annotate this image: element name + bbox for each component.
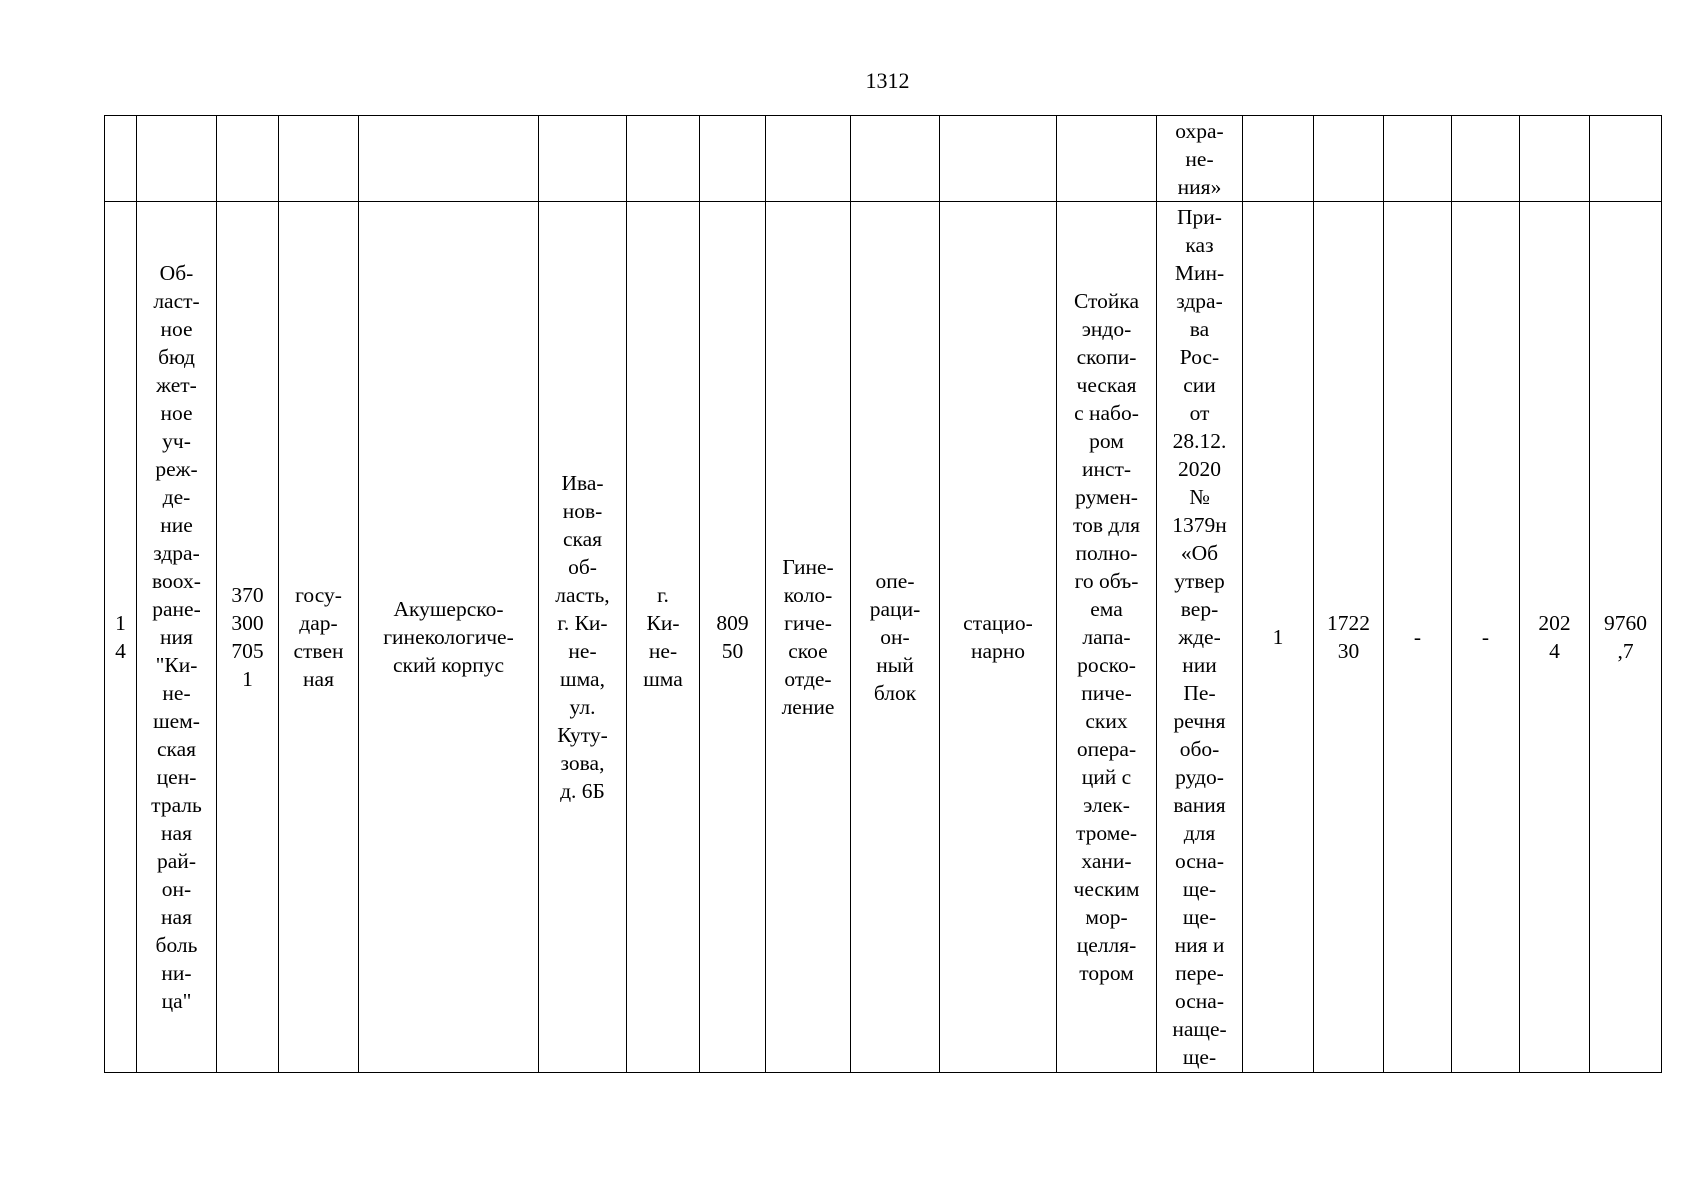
cell-code: 370 300 705 1 xyxy=(217,202,279,1073)
cell-empty xyxy=(105,116,137,202)
cell-quantity: 1 xyxy=(1243,202,1314,1073)
cell-legal-basis-tail xyxy=(1157,116,1243,202)
cell-empty xyxy=(1590,116,1662,202)
cell-empty xyxy=(137,116,217,202)
cell-empty xyxy=(1314,116,1384,202)
cell-department: Гине- коло- гиче- ское отде- ление xyxy=(766,202,851,1073)
cell-unit: опе- раци- он- ный блок xyxy=(851,202,940,1073)
cell-address: Ива- нов- ская об- ласть, г. Ки- не- шма, ул. Куту- зова, д. 6Б xyxy=(539,202,627,1073)
legal-basis-tail-text: охра- не- ния» xyxy=(1175,118,1224,199)
cell-empty xyxy=(851,116,940,202)
cell-empty xyxy=(940,116,1057,202)
cell-empty xyxy=(1057,116,1157,202)
cell-empty xyxy=(1520,116,1590,202)
cell-empty xyxy=(539,116,627,202)
cell-care-form: стацио- нарно xyxy=(940,202,1057,1073)
cell-empty xyxy=(700,116,766,202)
cell-dash: - xyxy=(1452,202,1520,1073)
cell-empty xyxy=(1452,116,1520,202)
cell-empty xyxy=(217,116,279,202)
cell-organization: Об- ласт- ное бюд жет- ное уч- реж- де- ние здра- воох- ране- ния "Ки- не- шем- ская цен- траль ная рай- он- ная боль ни- ца" xyxy=(137,202,217,1073)
equipment-table xyxy=(104,115,1662,1073)
page-number: 1312 xyxy=(865,68,910,93)
cell-empty xyxy=(1384,116,1452,202)
cell-empty xyxy=(627,116,700,202)
cell-price: 1722 30 xyxy=(1314,202,1384,1073)
table-row xyxy=(105,202,1662,1073)
cell-empty xyxy=(1243,116,1314,202)
cell-sum: 9760 ,7 xyxy=(1590,202,1662,1073)
cell-number: 1 4 xyxy=(105,202,137,1073)
cell-year: 202 4 xyxy=(1520,202,1590,1073)
cell-empty xyxy=(359,116,539,202)
continuation-row xyxy=(105,116,1662,202)
cell-empty xyxy=(279,116,359,202)
cell-population: 809 50 xyxy=(700,202,766,1073)
cell-dash: - xyxy=(1384,202,1452,1073)
cell-legal-basis: При- каз Мин- здра- ва Рос- сии от 28.12. 2020 № 1379н «Об утвер вер- жде- нии Пе- речня обо- рудо- вания для осна- ще- щe- ния и пере- осна- наще- ще- xyxy=(1157,202,1243,1073)
cell-empty xyxy=(766,116,851,202)
cell-building: Акушерско- гинекологиче- ский корпус xyxy=(359,202,539,1073)
cell-equipment: Стойка эндо- скопи- ческая с набо- ром инст- румен- тов для полно- го объ- ема лапа- роско- пиче- ских опера- ций с элек- троме- хани- ческим мор- целля- тором xyxy=(1057,202,1157,1073)
cell-settlement: г. Ки- не- шма xyxy=(627,202,700,1073)
cell-ownership: госу- дар- ствен ная xyxy=(279,202,359,1073)
